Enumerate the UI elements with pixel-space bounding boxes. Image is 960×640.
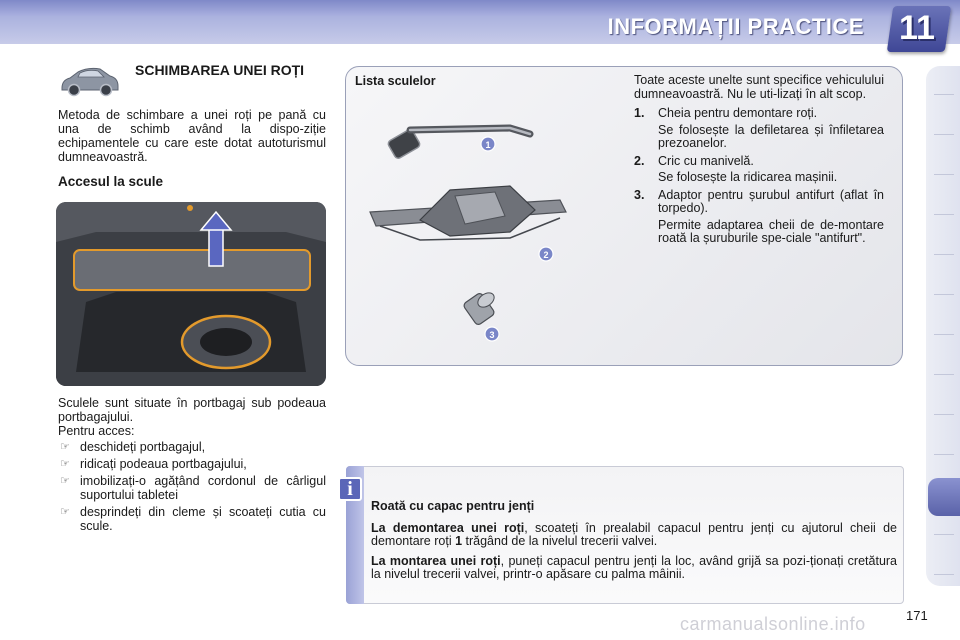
item-name: Cheia pentru demontare roți. [658, 106, 818, 120]
trunk-photo [56, 202, 326, 386]
tab-divider [934, 414, 954, 415]
watermark: carmanualsonline.info [680, 614, 866, 634]
tab-divider [934, 254, 954, 255]
tab-divider [934, 134, 954, 135]
tab-divider [934, 294, 954, 295]
access-steps-list [58, 440, 326, 536]
intro-paragraph: Metoda de schimbare a unei roți pe pană cu una de schimb având la dispo-ziție echipamentele cu care este dotat autoturismul dumneavoastră. [58, 108, 326, 164]
info-paragraph: La montarea unei roți, puneți capacul pentru jenți la loc, având grijă sa pozi-ționați cretătura la nivelul trecerii valvei, printr-o apăsare cu palma mâinii. [371, 553, 898, 581]
list-item: ☞ deschideți portbagajul, [60, 440, 206, 454]
item-note: Se folosește la defiletarea și înfiletarea prezoanelor. [658, 122, 884, 150]
item-number: 1. [634, 106, 645, 120]
info-paragraph: La demontarea unei roți, scoateți în prealabil capacul pentru jenți cu ajutorul cheii de demontare roți 1 trăgând de la nivelul trecerii valvei. [371, 520, 897, 548]
item-name: Cric cu manivelă. [658, 153, 754, 168]
info-icon: i [338, 477, 362, 501]
chapter-number: 11 [899, 9, 935, 47]
tab-divider [934, 454, 954, 455]
callout-number: 1 [485, 140, 491, 150]
tools-list-label: Lista sculelor [355, 74, 436, 88]
item-name: Adaptor pentru șurubul antifurt (aflat în torpedo). [658, 187, 884, 215]
active-chapter-tab[interactable] [928, 478, 960, 516]
access-label: Pentru acces: [58, 424, 135, 438]
pointing-hand-icon: ☞ [60, 441, 70, 453]
wheel-wrench-icon [387, 128, 530, 160]
pointing-hand-icon: ☞ [60, 475, 70, 487]
item-note: Permite adaptarea cheii de de-montare roată la șuruburile spe-ciale "antifurt". [658, 217, 884, 245]
list-item: ☞ imobilizați-o agățând cordonul de cârligul suportului tabletei [60, 474, 326, 502]
item-number: 2. [634, 153, 645, 168]
page-number: 171 [906, 608, 928, 623]
header-divider [0, 44, 880, 47]
anti-theft-adapter-icon [463, 290, 497, 326]
tab-divider [934, 534, 954, 535]
callout-number: 3 [489, 330, 495, 340]
callout-number: 2 [543, 250, 549, 260]
tab-divider [934, 174, 954, 175]
tab-divider [934, 574, 954, 575]
pointing-hand-icon: ☞ [60, 506, 70, 518]
tool-reference: 1 [455, 534, 463, 548]
tab-divider [934, 94, 954, 95]
tools-intro: Toate aceste unelte sunt specifice vehiculului dumneavoastră. Nu le uti-lizați în alt scop. [634, 73, 884, 101]
tools-illustration [360, 100, 580, 352]
access-heading: Accesul la scule [58, 174, 164, 189]
page-header [0, 0, 960, 50]
item-note: Se folosește la ridicarea mașinii. [658, 170, 838, 184]
tab-divider [934, 334, 954, 335]
jack-icon [370, 186, 566, 240]
list-item: ☞ desprindeți din cleme și scoateți cutia cu scule. [60, 505, 326, 533]
section-title: SCHIMBAREA UNEI ROȚI [135, 62, 305, 78]
tab-divider [934, 214, 954, 215]
info-bold-label: La demontarea unei roți [371, 520, 525, 535]
car-icon [58, 64, 122, 98]
tab-divider [934, 374, 954, 375]
list-item [634, 155, 884, 169]
info-title: Roată cu capac pentru jenți [371, 499, 535, 513]
tools-description [634, 74, 884, 250]
pointing-hand-icon: ☞ [60, 458, 70, 470]
list-item [634, 189, 884, 216]
list-item: ☞ ridicați podeaua portbagajului, [60, 457, 247, 471]
info-content [371, 500, 897, 588]
access-paragraph: Sculele sunt situate în portbagaj sub podeaua portbagajului. [58, 396, 326, 424]
chapter-title: INFORMAȚII PRACTICE [607, 14, 864, 39]
info-bold-label: La montarea unei roți [371, 553, 501, 568]
list-item [634, 107, 884, 121]
item-number: 3. [634, 187, 645, 202]
